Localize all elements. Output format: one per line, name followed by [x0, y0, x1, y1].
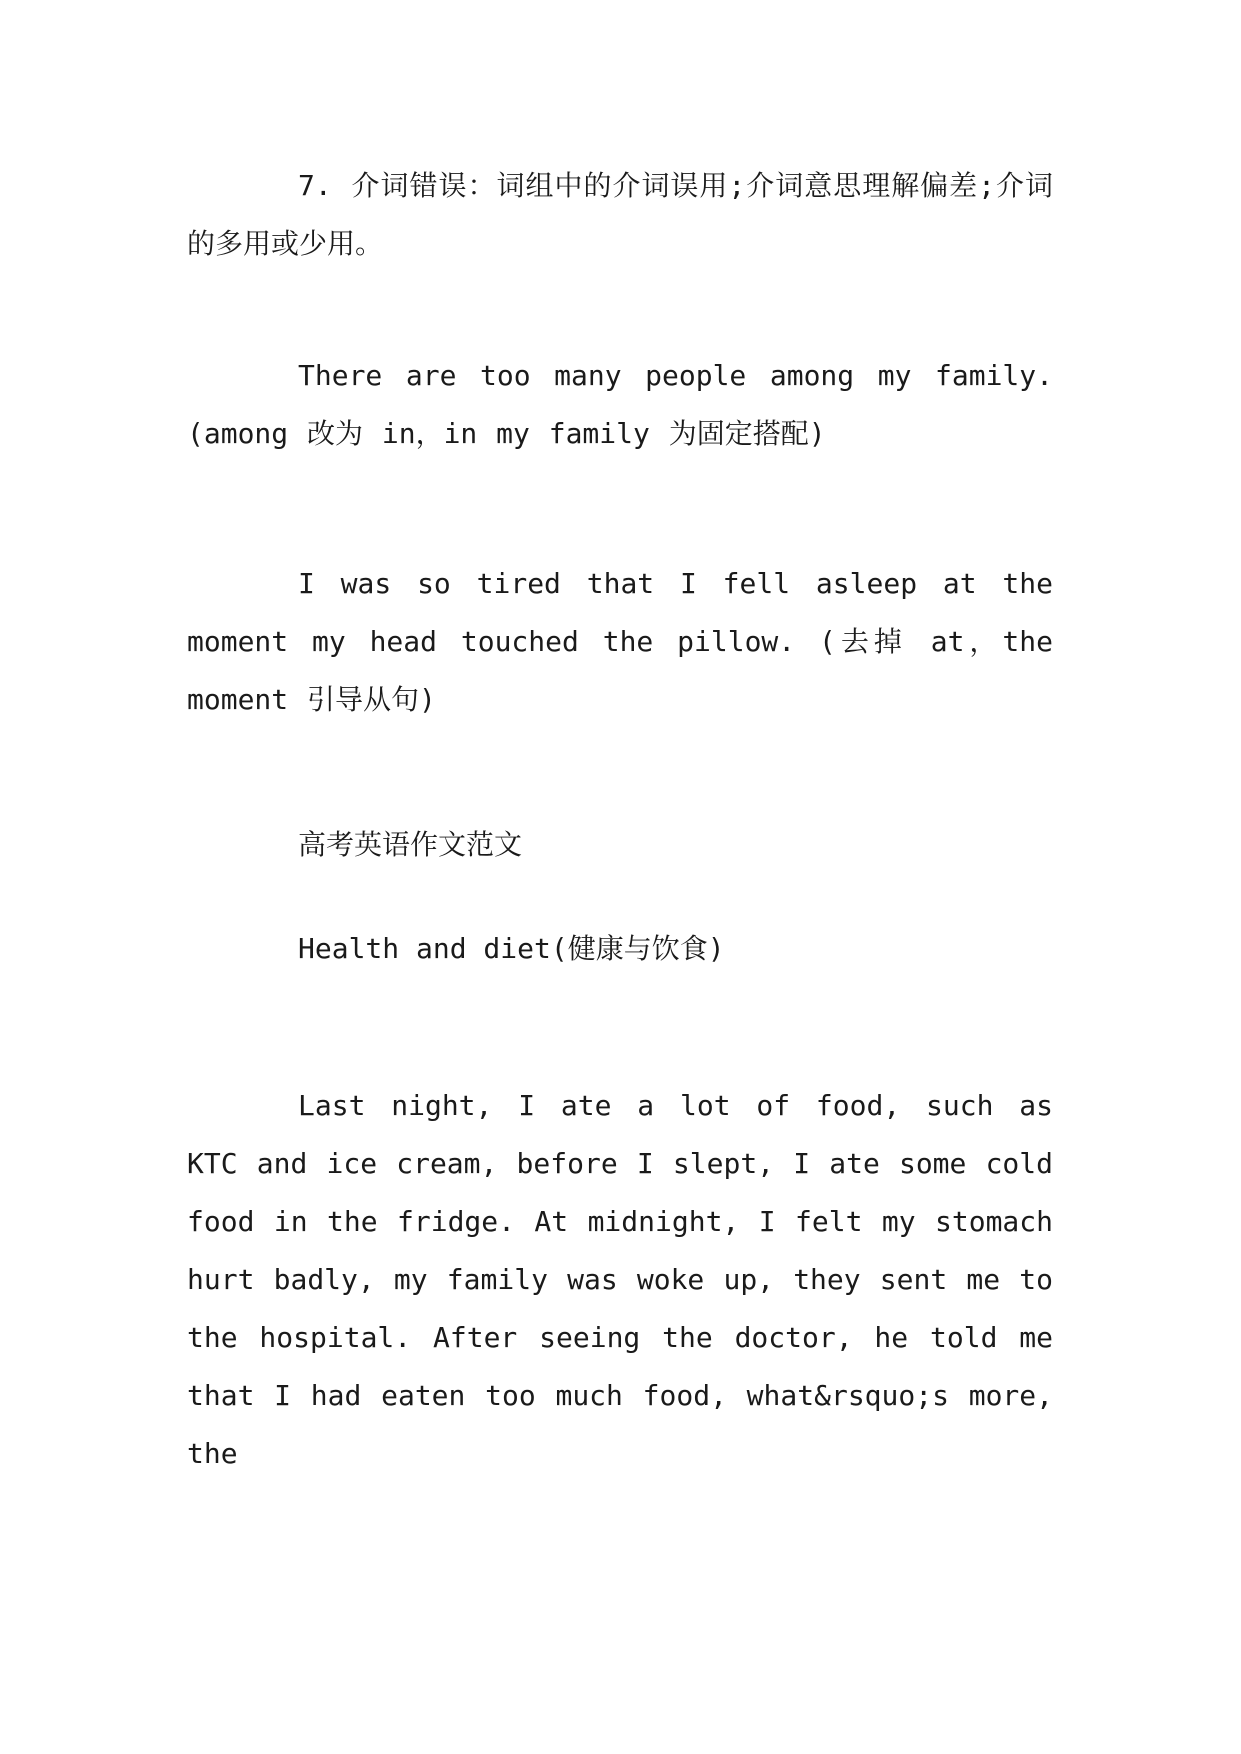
paragraph-preposition-errors: 7. 介词错误：词组中的介词误用;介词意思理解偏差;介词的多用或少用。 [187, 169, 1053, 260]
essay-title: Health and diet(健康与饮食) [298, 932, 725, 965]
section-heading: 高考英语作文范文 [298, 828, 523, 861]
paragraph-example-among: There are too many people among my family.(among 改为 in，in my family 为固定搭配) [187, 359, 1053, 450]
paragraph-example-pillow: I was so tired that I fell asleep at the moment my head touched the pillow. (去掉 at，the moment 引导从句) [187, 567, 1053, 716]
essay-body-paragraph: Last night, I ate a lot of food, such as KTC and ice cream, before I slept, I ate some cold food in the fridge. At midnight, I felt my stomach hurt badly, my family was woke up, they sent me to the hospital. After seeing the doctor, he told me that I had eaten too much food, what&rsquo;s more, the [187, 1089, 1053, 1470]
